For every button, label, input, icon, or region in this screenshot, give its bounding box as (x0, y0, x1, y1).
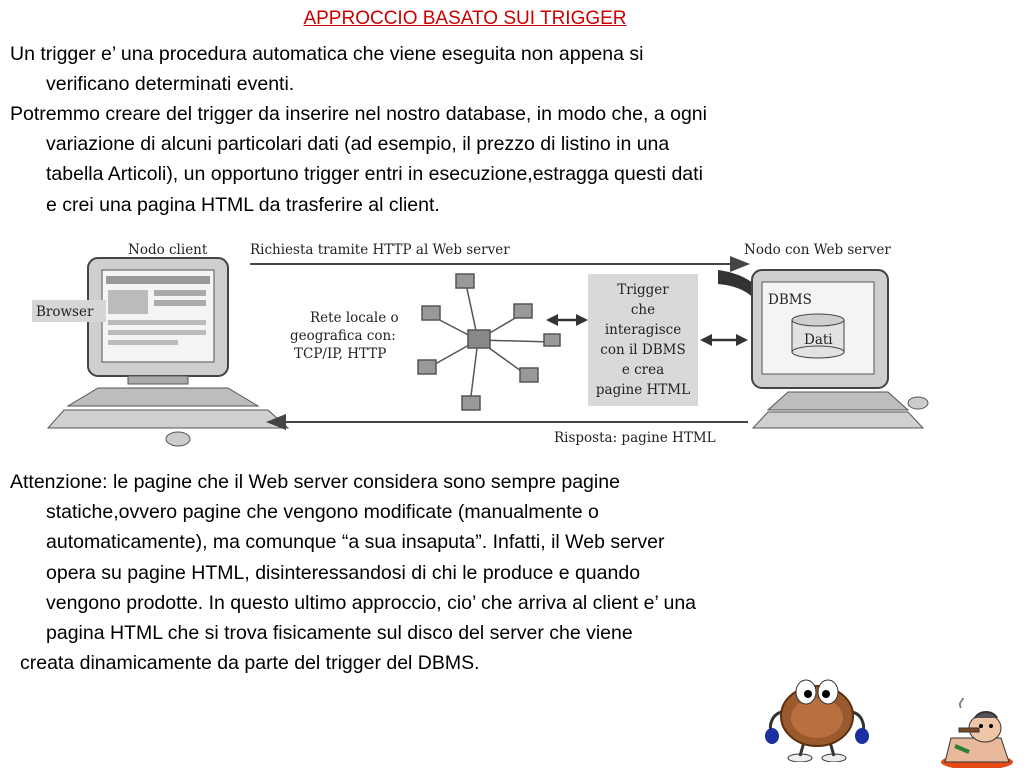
paragraph-trigger-usage (10, 99, 940, 220)
server-node-label: Nodo con Web server (744, 242, 891, 258)
text-line: variazione di alcuni particolari dati (ad esempio, il prezzo di listino in una (46, 133, 670, 156)
network-icon (418, 274, 560, 410)
trigger-label-line4: con il DBMS (600, 342, 686, 358)
network-label-line1: Rete locale o (310, 310, 399, 326)
trigger-label-line1: Trigger (617, 282, 669, 298)
text-line: pagina HTML che si trova fisicamente sul disco del server che viene (46, 622, 633, 645)
page-title: APPROCCIO BASATO SUI TRIGGER (303, 8, 627, 29)
trigger-label-line5: e crea (621, 362, 665, 378)
double-arrow-icon (546, 314, 588, 326)
text-line: Un trigger e’ una procedura automatica che viene eseguita non appena si (10, 43, 644, 65)
double-arrow-icon (700, 334, 748, 346)
dbms-label: DBMS (768, 292, 812, 308)
trigger-label-line6: pagine HTML (595, 382, 691, 398)
browser-label: Browser (36, 304, 94, 320)
paragraph-trigger-definition (10, 39, 940, 99)
text-line: verificano determinati eventi. (46, 73, 295, 96)
architecture-diagram (28, 228, 940, 456)
paragraph-attention (10, 467, 940, 648)
request-label: Richiesta tramite HTTP al Web server (250, 242, 510, 258)
text-line: vengono prodotte. In questo ultimo approccio, cio’ che arriva al client e’ una (46, 591, 697, 614)
text-line: opera su pagine HTML, disinteressandosi di chi le produce e quando (46, 561, 641, 584)
text-line: statiche,ovvero pagine che vengono modificate (manualmente o (46, 501, 599, 524)
network-label-line3: TCP/IP, HTTP (294, 346, 387, 362)
response-label: Risposta: pagine HTML (554, 430, 716, 446)
trigger-label-line2: che (630, 302, 656, 318)
text-line: e crei una pagina HTML da trasferire al client. (46, 193, 440, 216)
text-line: automaticamente), ma comunque “a sua insaputa”. Infatti, il Web server (46, 531, 665, 554)
trigger-label-line3: interagisce (604, 322, 682, 338)
network-label-line2: geografica con: (290, 328, 396, 344)
text-line: Potremmo creare del trigger da inserire nel nostro database, in modo che, a ogni (10, 103, 707, 125)
coin-character-icon (760, 672, 872, 762)
text-line: tabella Articoli), un opportuno trigger entri in esecuzione,estragga questi dati (46, 163, 703, 186)
text-line: Attenzione: le pagine che il Web server considera sono sempre pagine (10, 471, 620, 493)
cartoon-man-icon (935, 698, 1019, 768)
client-computer-icon (48, 258, 288, 446)
text-line: creata dinamicamente da parte del trigger del DBMS. (20, 652, 480, 674)
dati-label: Dati (804, 332, 833, 348)
client-node-label: Nodo client (128, 242, 208, 258)
